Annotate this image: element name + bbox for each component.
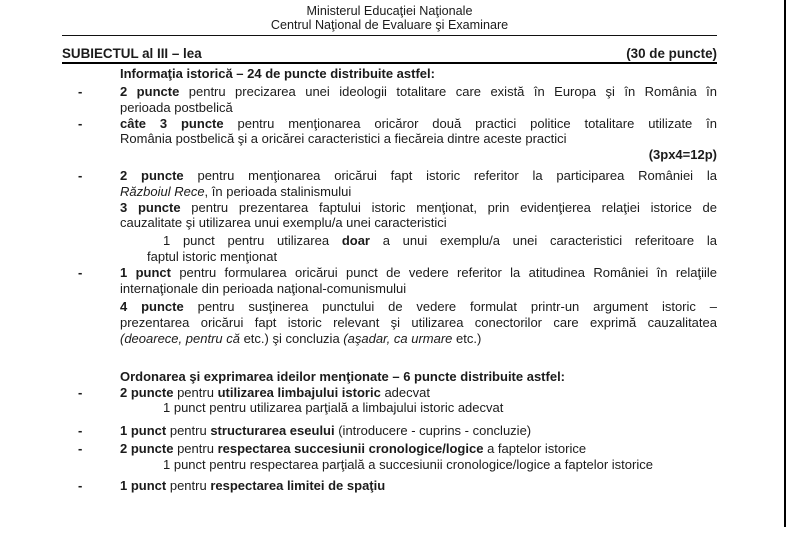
- text-segment: pentru: [173, 384, 218, 400]
- rubric-line: [62, 215, 717, 231]
- text-segment: (3px4=12p): [648, 147, 717, 163]
- org-name-line2: Centrul Naţional de Evaluare şi Examinare: [270, 17, 509, 32]
- org-header: [62, 5, 717, 36]
- text-segment: 1 punct pentru utilizarea parţială a limbajului istoric adecvat: [163, 400, 504, 416]
- subject-points: (30 de puncte): [626, 46, 717, 62]
- bullet-dash: -: [78, 477, 83, 493]
- text-segment: 4 puncte: [120, 299, 184, 315]
- text-segment: 1 punct pentru utilizarea: [163, 233, 342, 249]
- section2-heading: [62, 369, 717, 385]
- rubric-line: [62, 184, 717, 200]
- text-segment: respectarea succesiunii cronologice/logice: [217, 440, 484, 456]
- text-segment: pentru menţionarea oricărui fapt istoric referitor la participarea României la: [183, 167, 717, 183]
- text-segment: 1 punct: [120, 423, 167, 439]
- bullet-dash: -: [78, 167, 83, 183]
- text-segment: 1 punct pentru respectarea parţială a succesiunii cronologice/logice a faptelor istorice: [163, 456, 653, 472]
- text-segment: Informaţia istorică – 24 de puncte distribuite astfel:: [120, 66, 435, 82]
- text-segment: structurarea eseului: [210, 423, 335, 439]
- rubric-line: [62, 168, 717, 184]
- text-segment: prezentarea oricărui fapt istoric relevant şi utilizarea conectorilor care exprimă cauzalitatea: [120, 315, 717, 331]
- bullet-dash: -: [78, 264, 83, 280]
- rubric-subline: [62, 400, 717, 416]
- rubric-line: [62, 423, 717, 439]
- text-segment: faptul istoric menţionat: [147, 248, 278, 264]
- rubric-line: [62, 385, 717, 401]
- text-segment: a unui exemplu/a unei caracteristici referitoare la: [369, 233, 717, 249]
- rubric-line: [62, 116, 717, 132]
- subject-row: [62, 46, 717, 64]
- rubric-line: [62, 299, 717, 315]
- rubric-line: [62, 265, 717, 281]
- rubric-line: [62, 84, 717, 100]
- text-segment: Războiul Rece: [120, 183, 205, 199]
- rubric-line: [62, 281, 717, 297]
- text-segment: pentru susţinerea punctului de vedere formulat printr-un argument istoric –: [183, 299, 717, 315]
- text-segment: 2 puncte: [120, 167, 184, 183]
- text-segment: etc.): [452, 330, 482, 346]
- bullet-dash: -: [78, 83, 83, 99]
- points-formula: [62, 147, 717, 163]
- rubric-body: [62, 66, 717, 493]
- text-segment: Ordonarea şi exprimarea ideilor menţionate – 6 puncte distribuite astfel:: [120, 368, 566, 384]
- text-segment: 2 puncte: [120, 83, 180, 99]
- rubric-line: [62, 478, 717, 494]
- bullet-dash: -: [78, 423, 83, 439]
- bullet-dash: -: [78, 440, 83, 456]
- text-segment: pentru prezentarea faptului istoric menţionat, prin evidenţierea relaţiei istorice de: [180, 199, 717, 215]
- text-segment: pentru: [173, 440, 218, 456]
- rubric-line: [62, 331, 717, 347]
- text-segment: (aşadar, ca urmare: [343, 330, 453, 346]
- text-segment: (introducere - cuprins - concluzie): [334, 423, 532, 439]
- org-name-line1: Ministerul Educaţiei Naţionale: [306, 4, 473, 18]
- text-segment: (deoarece, pentru că: [120, 330, 240, 346]
- rubric-subline: [62, 457, 717, 473]
- text-segment: adecvat: [380, 384, 430, 400]
- rubric-line: [62, 441, 717, 457]
- text-segment: etc.) şi concluzia: [239, 330, 344, 346]
- text-segment: pentru precizarea unei ideologii totalitare care există în Europa şi în România în: [179, 83, 717, 99]
- document-content: [62, 5, 717, 493]
- bullet-dash: -: [78, 384, 83, 400]
- text-segment: doar: [341, 233, 370, 249]
- text-segment: 3 puncte: [120, 199, 181, 215]
- text-segment: România postbelică şi a oricărei caracteristici a fiecăreia dintre aceste practici: [120, 131, 567, 147]
- rubric-line: [62, 100, 717, 116]
- subject-title: SUBIECTUL al III – lea: [62, 46, 202, 62]
- page-right-rule: [784, 0, 786, 527]
- text-segment: pentru menţionarea oricăror două practici politice totalitare utilizate în: [223, 115, 717, 131]
- text-segment: pentru formularea oricărui punct de vedere referitor la atitudinea României în relaţiile: [170, 264, 717, 280]
- text-segment: a faptelor istorice: [483, 440, 587, 456]
- text-segment: pentru: [166, 477, 211, 493]
- text-segment: , în perioada stalinismului: [204, 183, 352, 199]
- bullet-dash: -: [78, 115, 83, 131]
- rubric-subline: [62, 249, 717, 265]
- text-segment: 2 puncte: [120, 440, 174, 456]
- text-segment: cauzalitate şi utilizarea unui exemplu/a unei caracteristici: [120, 215, 447, 231]
- text-segment: câte 3 puncte: [120, 115, 224, 131]
- text-segment: pentru: [166, 423, 211, 439]
- rubric-line: [62, 200, 717, 216]
- text-segment: 2 puncte: [120, 384, 174, 400]
- text-segment: 1 punct: [120, 477, 167, 493]
- section1-heading: [62, 66, 717, 82]
- text-segment: perioada postbelică: [120, 99, 233, 115]
- text-segment: 1 punct: [120, 264, 171, 280]
- rubric-line: [62, 131, 717, 147]
- rubric-line: [62, 315, 717, 331]
- text-segment: internaţionale din perioada naţional-comunismului: [120, 280, 407, 296]
- rubric-subline: [62, 233, 717, 249]
- text-segment: respectarea limitei de spaţiu: [210, 477, 386, 493]
- text-segment: utilizarea limbajului istoric: [217, 384, 381, 400]
